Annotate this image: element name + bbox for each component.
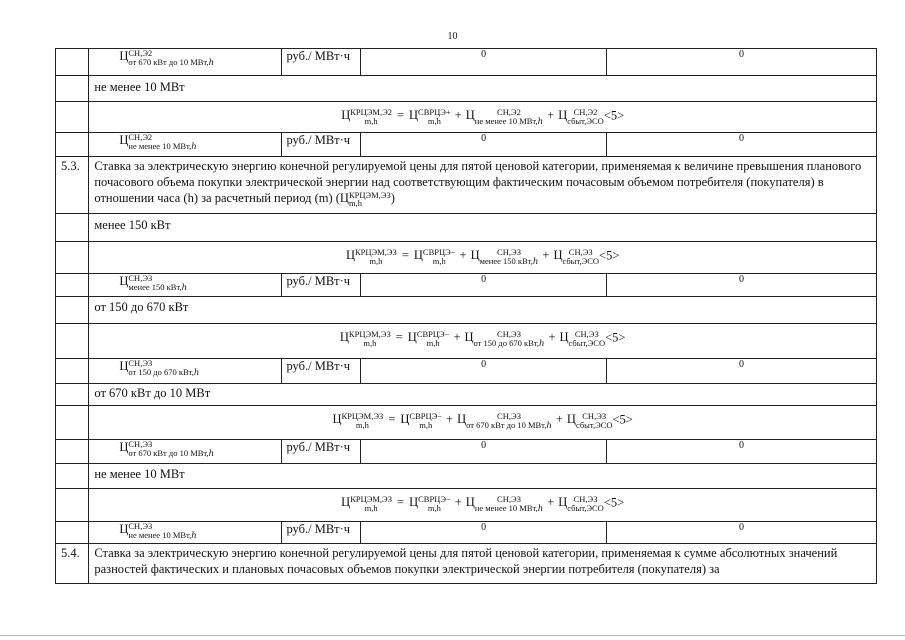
- variable-cell: Ц СН,ЭЗ не менее 10 МВт,ℎ: [89, 522, 282, 544]
- value-cell: 0: [361, 359, 607, 384]
- page-bottom-edge: [0, 635, 905, 636]
- row-number-cell: 5.3.: [56, 157, 89, 214]
- unit-cell: руб./ МВт·ч: [282, 440, 361, 464]
- table-row: [56, 157, 877, 214]
- table-row: [56, 76, 877, 102]
- table-row: [56, 464, 877, 489]
- row-number-cell: [56, 214, 89, 242]
- row-number-cell: [56, 102, 89, 133]
- formula: Ц КРЦЭМ,Э2 m,h = Ц СВРЦЭ+ m,h + Ц СН,Э2 не менее 10 МВт,ℎ + Ц СН,Э2 сбыт,ЭСО <5>: [89, 102, 877, 133]
- row-number-cell: [56, 359, 89, 384]
- table-row: [56, 274, 877, 297]
- value-cell: 0: [361, 440, 607, 464]
- table-row: [56, 49, 877, 76]
- value-cell: 0: [607, 274, 877, 297]
- tariff-table: [55, 48, 877, 584]
- row-number-cell: [56, 242, 89, 274]
- table-row: [56, 297, 877, 324]
- row-number-cell: [56, 133, 89, 157]
- value-cell: 0: [607, 440, 877, 464]
- row-number-cell: [56, 324, 89, 359]
- unit-cell: руб./ МВт·ч: [282, 522, 361, 544]
- row-number-cell: [56, 274, 89, 297]
- value-cell: 0: [361, 133, 607, 157]
- row-number-cell: [56, 49, 89, 76]
- table-row: [56, 133, 877, 157]
- rate-description: Ставка за электрическую энергию конечной регулируемой цены для пятой ценовой категории, применяемая к величине превышения планового почасового объема покупки электрической энергии над соответствующим фактическим почасовым объемом потребителя (покупателя) в отношении часа (h) за расчетный период (m) (Ц КРЦЭМ,ЭЗ m,h ): [89, 157, 877, 214]
- range-heading: не менее 10 МВт: [89, 464, 877, 489]
- formula: Ц КРЦЭМ,ЭЗ m,h = Ц СВРЦЭ− m,h + Ц СН,ЭЗ от 150 до 670 кВт,ℎ + Ц СН,ЭЗ сбыт,ЭСО <5>: [89, 324, 877, 359]
- table-row: [56, 406, 877, 440]
- range-heading: менее 150 кВт: [89, 214, 877, 242]
- table-row: [56, 522, 877, 544]
- formula: Ц КРЦЭМ,ЭЗ m,h = Ц СВРЦЭ− m,h + Ц СН,ЭЗ от 670 кВт до 10 МВт,ℎ + Ц СН,ЭЗ сбыт,ЭСО <5>: [89, 406, 877, 440]
- table-row: [56, 440, 877, 464]
- row-number-cell: [56, 522, 89, 544]
- variable-symbol: Ц СН,Э2 от 670 кВт до 10 МВт,ℎ: [119, 48, 215, 67]
- variable-cell: [89, 49, 282, 76]
- row-number-cell: [56, 440, 89, 464]
- footnote-ref: <5>: [603, 495, 625, 510]
- row-number-cell: [56, 489, 89, 522]
- table-row: [56, 384, 877, 406]
- table-row: [56, 489, 877, 522]
- rate-description: Ставка за электрическую энергию конечной регулируемой цены для пятой ценовой категории, применяемая к сумме абсолютных значений разностей фактических и плановых почасовых объемов покупки электрической энергии потребителя (покупателя) за: [89, 544, 877, 584]
- unit-cell: руб./ МВт·ч: [282, 359, 361, 384]
- unit-cell: руб./ МВт·ч: [282, 274, 361, 297]
- value-cell: 0: [607, 133, 877, 157]
- table-row: [56, 214, 877, 242]
- row-number-cell: [56, 406, 89, 440]
- variable-cell: Ц СН,Э2 не менее 10 МВт,ℎ: [89, 133, 282, 157]
- table-row: [56, 242, 877, 274]
- table-row: [56, 324, 877, 359]
- footnote-ref: <5>: [612, 412, 633, 427]
- row-number-cell: [56, 384, 89, 406]
- range-heading: от 670 кВт до 10 МВт: [89, 384, 877, 406]
- footnote-ref: <5>: [599, 248, 620, 263]
- row-number-cell: [56, 297, 89, 324]
- table-row: [56, 544, 877, 584]
- range-heading: от 150 до 670 кВт: [89, 297, 877, 324]
- row-number-cell: 5.4.: [56, 544, 89, 584]
- variable-cell: Ц СН,ЭЗ от 150 до 670 кВт,ℎ: [89, 359, 282, 384]
- unit-cell: руб./ МВт·ч: [282, 133, 361, 157]
- range-heading: не менее 10 МВт: [89, 76, 877, 102]
- formula: Ц КРЦЭМ,ЭЗ m,h = Ц СВРЦЭ− m,h + Ц СН,ЭЗ менее 150 кВт,ℎ + Ц СН,ЭЗ сбыт,ЭСО <5>: [89, 242, 877, 274]
- formula: Ц КРЦЭМ,ЭЗ m,h = Ц СВРЦЭ− m,h + Ц СН,ЭЗ не менее 10 МВт,ℎ + Ц СН,ЭЗ сбыт,ЭСО <5>: [89, 489, 877, 522]
- footnote-ref: <5>: [605, 330, 626, 345]
- variable-cell: Ц СН,ЭЗ от 670 кВт до 10 МВт,ℎ: [89, 440, 282, 464]
- footnote-ref: <5>: [603, 108, 625, 123]
- row-number-cell: [56, 76, 89, 102]
- table-row: [56, 359, 877, 384]
- value-cell: 0: [361, 49, 607, 76]
- value-cell: 0: [607, 522, 877, 544]
- variable-cell: Ц СН,ЭЗ менее 150 кВт,ℎ: [89, 274, 282, 297]
- page-number: 10: [447, 31, 458, 42]
- row-number-cell: [56, 464, 89, 489]
- value-cell: 0: [361, 522, 607, 544]
- table-row: [56, 102, 877, 133]
- unit-cell: руб./ МВт·ч: [282, 49, 361, 76]
- value-cell: 0: [607, 49, 877, 76]
- value-cell: 0: [607, 359, 877, 384]
- value-cell: 0: [361, 274, 607, 297]
